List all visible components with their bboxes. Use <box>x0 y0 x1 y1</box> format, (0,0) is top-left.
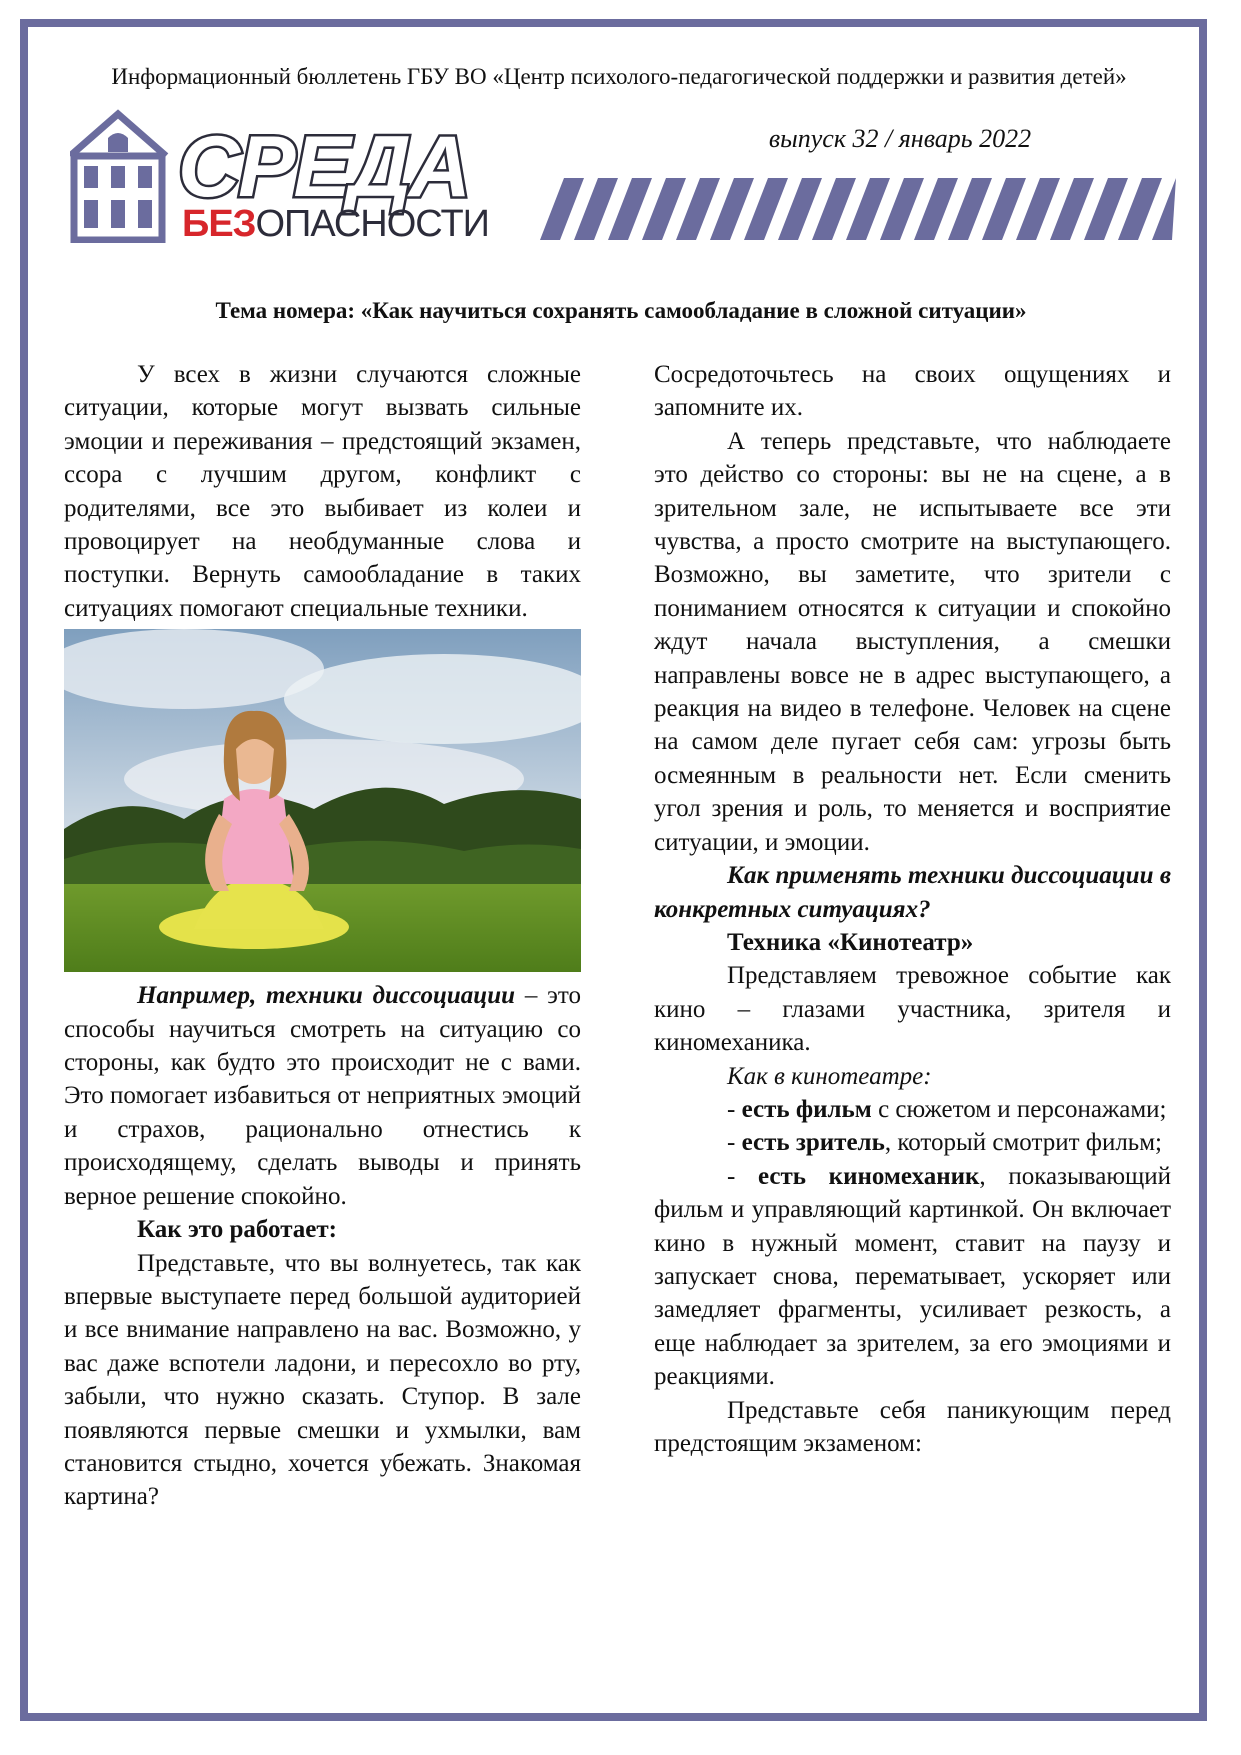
left-column <box>64 358 581 1514</box>
observe-paragraph: А теперь представьте, что наблюдаете это действо со стороны: вы не на сцене, а в зрительном зале, не испытываете все эти чувства, а просто смотрите на выступающего. Возможно, вы заметите, что зрители с пониманием относятся к ситуации и спокойно ждут начала выступления, а смешки направлены вовсе не в адрес выступающего, а реакция на видео в телефоне. Человек на сцене на самом деле пугает себя сам: угрозы быть осмеянным в реальности нет. Если сменить угол зрения и роль, то меняется и восприятие ситуации, и эмоции. <box>654 427 1171 856</box>
dissociation-term: Например, техники диссоциации <box>137 982 516 1010</box>
apply-heading: Как применять техники диссоциации в конкретных ситуациях? <box>654 862 1171 923</box>
issue-topic: Тема номера: «Как научиться сохранять самообладание в сложной ситуации» <box>215 298 1027 323</box>
decorative-stripes <box>540 178 1176 240</box>
list-item-term: есть киномеханик <box>758 1162 980 1190</box>
focus-paragraph: Сосредоточьтесь на своих ощущениях и запомните их. <box>654 361 1171 422</box>
list-item-text: с сюжетом и персонажами; <box>871 1095 1167 1123</box>
cinema-technique-heading: Техника «Кинотеатр» <box>727 928 974 956</box>
list-dash: - <box>727 1162 758 1190</box>
building-icon <box>70 114 166 240</box>
cinema-intro-paragraph: Представляем тревожное событие как кино – глазами участника, зрителя и киномеханика. <box>654 962 1171 1057</box>
list-dash: - <box>727 1095 742 1123</box>
list-item-term: есть зритель <box>741 1129 885 1157</box>
list-item-text: , который смотрит фильм; <box>884 1129 1162 1157</box>
meditating-girl-photo <box>64 629 581 972</box>
right-column <box>654 358 1171 1460</box>
logo-title: СРЕДА <box>178 119 470 215</box>
dissociation-text: – это способы научиться смотреть на ситуацию со стороны, как будто это происходит не с вами. Это помогает избавиться от неприятных эмоций и страхов, рационально отнестись к происходящему, сделать выводы и принять верное решение спокойно. <box>64 982 581 1210</box>
list-item-term: есть фильм <box>741 1095 872 1123</box>
logo-subtitle: БЕЗОПАСНОСТИ <box>182 203 489 243</box>
as-in-cinema-label: Как в кинотеатре: <box>727 1062 932 1090</box>
issue-info: выпуск 32 / январь 2022 <box>768 124 1032 153</box>
bulletin-header: Информационный бюллетень ГБУ ВО «Центр психолого-педагогической поддержки и развития детей» <box>111 64 1127 89</box>
list-dash: - <box>727 1129 742 1157</box>
intro-paragraph: У всех в жизни случаются сложные ситуации, которые могут вызвать сильные эмоции и переживания – предстоящий экзамен, ссора с лучшим другом, конфликт с родителями, все это выбивает из колеи и провоцирует на необдуманные слова и поступки. Вернуть самообладание в таких ситуациях помогают специальные техники. <box>64 361 581 622</box>
list-item-text: , показывающий фильм и управляющий картинкой. Он включает кино в нужный момент, ставит на паузу и запускает снова, перематывает, ускоряет или замедляет фрагменты, усиливает резкость, а еще наблюдает за зрителем, за его эмоциями и реакциями. <box>654 1162 1172 1391</box>
how-it-works-heading: Как это работает: <box>137 1216 337 1244</box>
list-item <box>654 1126 1171 1159</box>
panic-paragraph: Представьте себя паникующим перед предстоящим экзаменом: <box>654 1396 1171 1457</box>
dissociation-paragraph <box>64 979 581 1213</box>
imagine-paragraph: Представьте, что вы волнуетесь, так как впервые выступаете перед большой аудиторией и все внимание направлено на вас. Возможно, у вас даже вспотели ладони, и пересохло во рту, забыли, что нужно сказать. Ступор. В зале появляются первые смешки и ухмылки, вам становится стыдно, хочется убежать. Знакомая картина? <box>64 1249 581 1511</box>
list-item <box>654 1160 1171 1394</box>
logo <box>70 108 530 243</box>
list-item <box>654 1093 1171 1126</box>
